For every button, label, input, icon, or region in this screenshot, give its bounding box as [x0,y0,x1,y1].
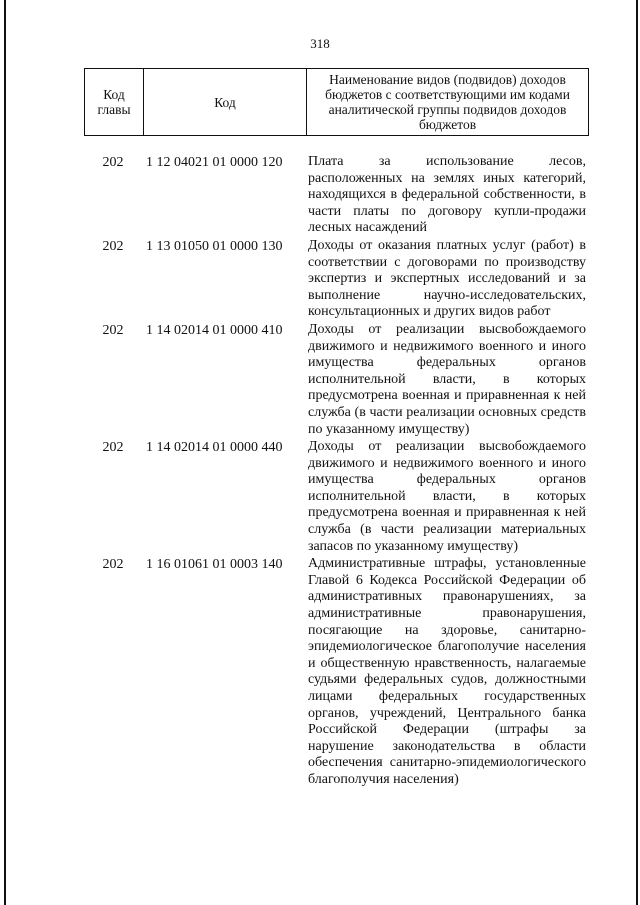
page-border-left [4,0,6,905]
row-chapter-code: 202 [102,322,124,338]
table-header [84,68,589,136]
table-row [84,439,589,555]
header-row [85,69,589,136]
row-chapter-code: 202 [102,440,124,456]
table-row [84,238,589,321]
row-name: Доходы от оказания платных услуг (работ) в соответствии с договорами по производству экспертиз и экспертных исследований и за выполнение научно-исследовательских, консультационных и других видов работ [308,237,586,320]
table-row [84,556,589,788]
page-number: 318 [310,36,330,51]
row-name: Административные штрафы, установленные Главой 6 Кодекса Российской Федерации об административных правонарушениях, за административные правонарушения, посягающие на здоровье, санитарно-эпидемиологическое благополучие населения и общественную нравственность, налагаемые судьями федеральных судов, должностными лицами федеральных государственных органов, учреждений, Центрального банка Российской Федерации (штрафы за нарушение законодательства в области обеспечения санитарно-эпидемиологического благополучия населения) [308,556,586,787]
row-name: Доходы от реализации высвобождаемого движимого и недвижимого военного и иного имущества федеральных органов исполнительной власти, в которых предусмотрена военная и приравненная к ней служба (в части реализации основных средств по указанному имуществу) [308,321,586,437]
row-chapter-code: 202 [102,238,124,254]
row-name: Доходы от реализации высвобождаемого движимого и недвижимого военного и иного имущества федеральных органов исполнительной власти, в которых предусмотрена военная и приравненная к ней служба (в части реализации материальных запасов по указанному имуществу) [308,439,586,554]
row-chapter-code: 202 [102,557,124,573]
table-row [84,322,589,438]
table-body [84,154,589,789]
table-row [84,154,589,237]
row-chapter-code: 202 [102,155,124,170]
header-name: Наименование видов (подвидов) доходов бюджетов с соответствующими им кодами аналитической группы подвидов доходов бюджетов [307,69,589,136]
header-code: Код [144,69,307,136]
row-code: 1 14 02014 01 0000 410 [146,322,283,338]
row-code: 1 14 02014 01 0000 440 [146,440,283,456]
page-border-right [636,0,638,905]
row-name: Плата за использование лесов, расположенных на землях иных категорий, находящихся в федеральной собственности, в части платы по договору купли-продажи лесных насаждений [308,154,586,236]
row-code: 1 13 01050 01 0000 130 [146,238,283,254]
row-code: 1 12 04021 01 0000 120 [146,155,283,170]
header-chapter-code: Код главы [85,69,144,136]
row-code: 1 16 01061 01 0003 140 [146,557,283,573]
